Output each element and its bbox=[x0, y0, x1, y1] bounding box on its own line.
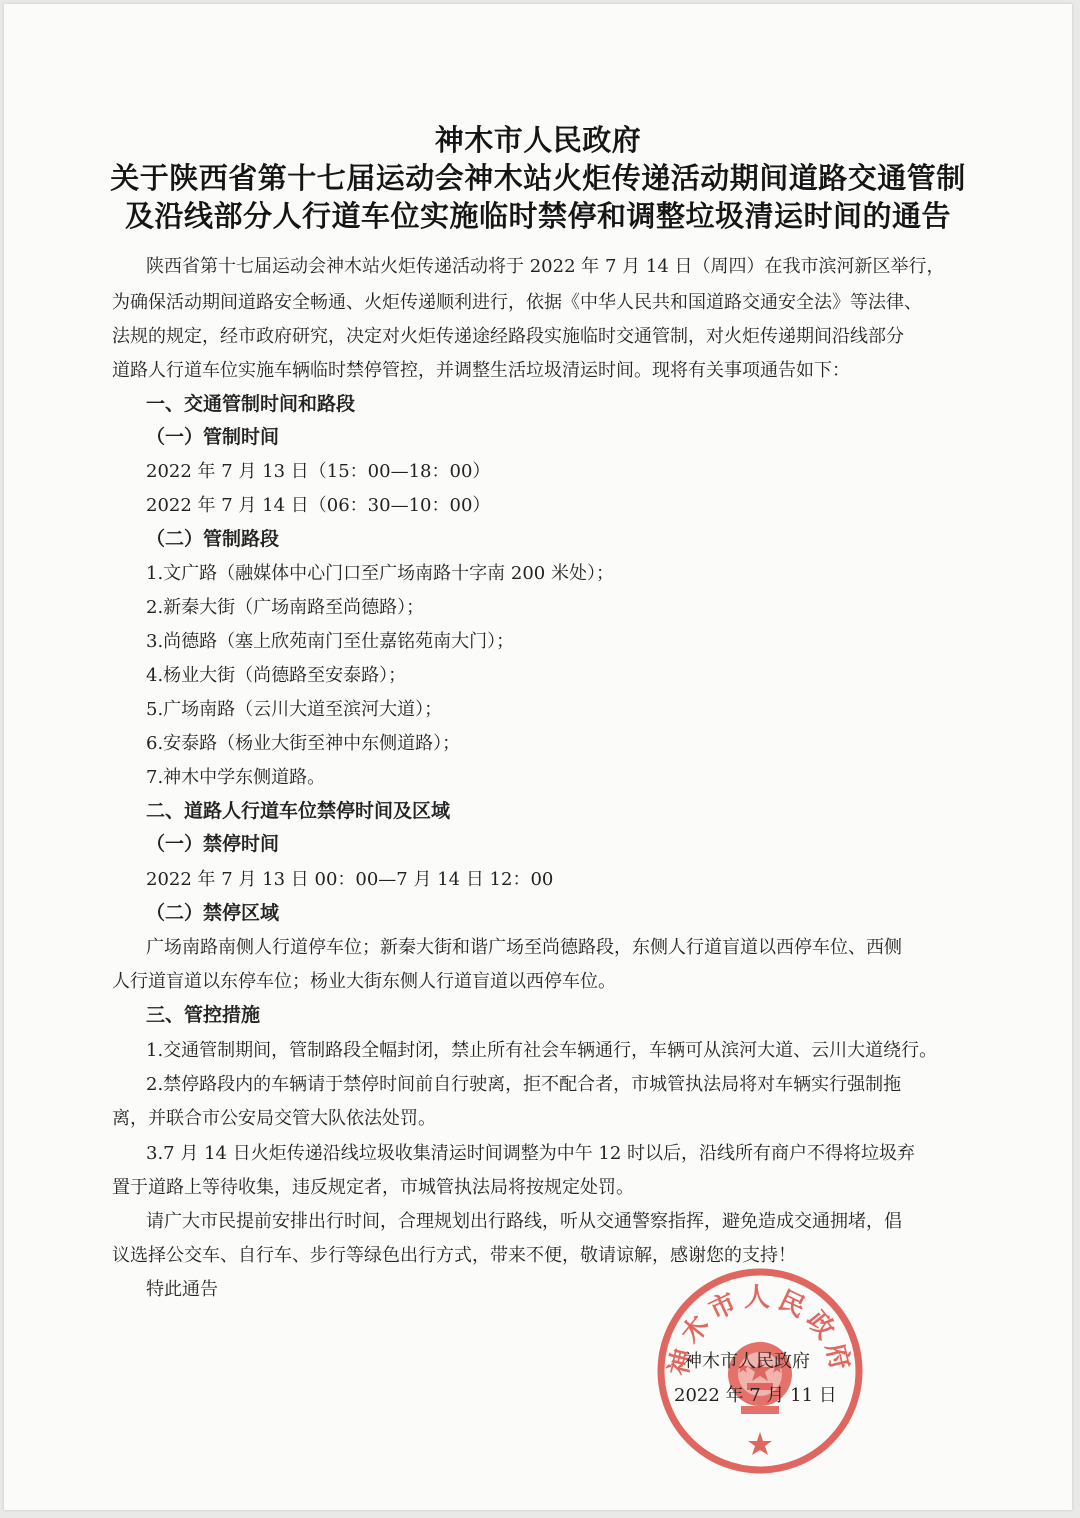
svg-text:神木市人民政府: 神木市人民政府 bbox=[663, 1282, 857, 1379]
measure-line: 置于道路上等待收集，违反规定者，市城管执法局将按规定处罚。 bbox=[112, 1177, 634, 1198]
notice-end: 特此通告 bbox=[146, 1279, 218, 1300]
signature-date: 2022 年 7 月 11 日 bbox=[674, 1385, 837, 1406]
measure-line: 2.禁停路段内的车辆请于禁停时间前自行驶离，拒不配合者，市城管执法局将对车辆实行强制拖 bbox=[146, 1074, 902, 1095]
subsection-heading: （一）管制时间 bbox=[146, 426, 280, 448]
no-parking-area-line: 人行道盲道以东停车位；杨业大街东侧人行道盲道以西停车位。 bbox=[112, 971, 616, 992]
road-item: 1.文广路（融媒体中心门口至广场南路十字南 200 米处）； bbox=[146, 563, 614, 584]
intro-line: 陕西省第十七届运动会神木站火炬传递活动将于 2022 年 7 月 14 日（周四）在我市滨河新区举行， bbox=[146, 256, 945, 277]
control-time: 2022 年 7 月 13 日（15：00—18：00） bbox=[146, 461, 491, 482]
control-time: 2022 年 7 月 14 日（06：30—10：00） bbox=[146, 495, 491, 516]
road-item: 7.神木中学东侧道路。 bbox=[146, 767, 326, 788]
notice-title-line-2: 及沿线部分人行道车位实施临时禁停和调整垃圾清运时间的通告 bbox=[124, 199, 951, 233]
road-item: 5.广场南路（云川大道至滨河大道）； bbox=[146, 699, 443, 720]
signature-org: 神木市人民政府 bbox=[684, 1351, 810, 1372]
section-heading: 三、管控措施 bbox=[146, 1004, 261, 1026]
no-parking-time: 2022 年 7 月 13 日 00：00—7 月 14 日 12：00 bbox=[146, 869, 554, 890]
notice-title-line-1: 关于陕西省第十七届运动会神木站火炬传递活动期间道路交通管制 bbox=[110, 161, 966, 195]
intro-line: 为确保活动期间道路安全畅通、火炬传递顺利进行，依据《中华人民共和国道路交通安全法》等法律、 bbox=[112, 292, 922, 313]
measure-line: 1.交通管制期间，管制路段全幅封闭，禁止所有社会车辆通行，车辆可从滨河大道、云川大道绕行。 bbox=[146, 1040, 938, 1061]
road-item: 2.新秦大街（广场南路至尚德路）； bbox=[146, 597, 425, 618]
closing-line: 议选择公交车、自行车、步行等绿色出行方式，带来不便，敬请谅解，感谢您的支持！ bbox=[112, 1245, 796, 1266]
section-heading: 二、道路人行道车位禁停时间及区域 bbox=[146, 800, 451, 822]
intro-line: 法规的规定，经市政府研究，决定对火炬传递途经路段实施临时交通管制，对火炬传递期间沿线部分 bbox=[112, 326, 904, 347]
no-parking-area-line: 广场南路南侧人行道停车位；新秦大街和谐广场至尚德路段，东侧人行道盲道以西停车位、西侧 bbox=[146, 937, 902, 958]
closing-line: 请广大市民提前安排出行时间，合理规划出行路线，听从交通警察指挥，避免造成交通拥堵，倡 bbox=[146, 1211, 902, 1232]
road-item: 6.安泰路（杨业大街至神中东侧道路）； bbox=[146, 733, 461, 754]
measure-line: 离，并联合市公安局交管大队依法处罚。 bbox=[112, 1108, 436, 1129]
intro-line: 道路人行道车位实施车辆临时禁停管控，并调整生活垃圾清运时间。现将有关事项通告如下： bbox=[112, 360, 850, 381]
subsection-heading: （一）禁停时间 bbox=[146, 833, 280, 855]
section-heading: 一、交通管制时间和路段 bbox=[146, 393, 356, 415]
subsection-heading: （二）管制路段 bbox=[146, 528, 280, 550]
notice-page bbox=[4, 4, 1072, 1510]
subsection-heading: （二）禁停区域 bbox=[146, 902, 280, 924]
road-item: 3.尚德路（塞上欣苑南门至仕嘉铭苑南大门）； bbox=[146, 631, 515, 652]
measure-line: 3.7 月 14 日火炬传递沿线垃圾收集清运时间调整为中午 12 时以后，沿线所有商户不得将垃圾弃 bbox=[146, 1143, 916, 1164]
road-item: 4.杨业大街（尚德路至安泰路）； bbox=[146, 665, 407, 686]
issuer-title: 神木市人民政府 bbox=[434, 123, 642, 157]
